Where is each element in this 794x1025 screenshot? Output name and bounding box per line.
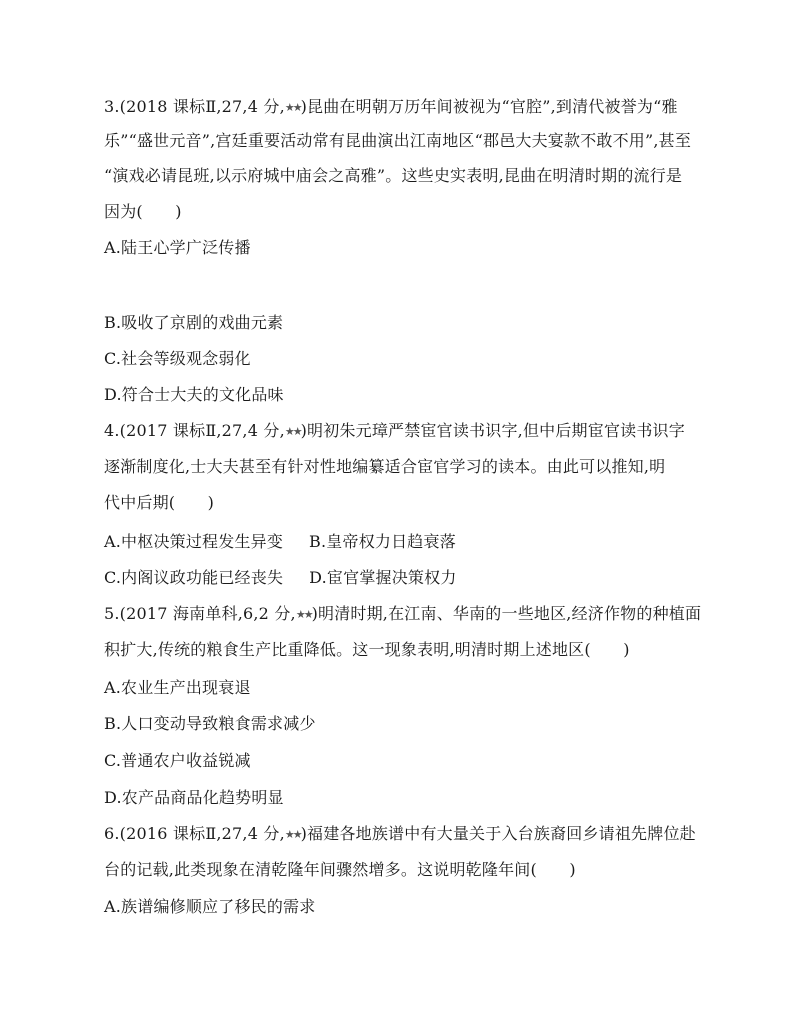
- q5-stem-start: )明清时期,在江南、华南的一些地区,经济作物的种植面: [311, 604, 702, 623]
- q5-option-b: B.人口变动导致粮食需求减少: [104, 714, 316, 733]
- q4-options-cd: [104, 567, 457, 589]
- difficulty-star-icon: ★★: [295, 608, 312, 621]
- q3-option-a: A.陆王心学广泛传播: [104, 238, 251, 257]
- q3-source: 3.(2018 课标Ⅱ,27,4 分,: [104, 97, 285, 116]
- q5-option-a: A.农业生产出现衰退: [104, 678, 251, 697]
- q5-source: 5.(2017 海南单科,6,2 分,: [104, 604, 296, 623]
- q5-line-1: [104, 603, 701, 626]
- q3-line-1: [104, 96, 678, 119]
- q3-line-2: 乐”“盛世元音”,宫廷重要活动常有昆曲演出江南地区“郡邑大夫宴款不敢不用”,甚至: [104, 131, 692, 150]
- difficulty-star-icon: ★★: [284, 828, 301, 841]
- q5-option-c: C.普通农户收益锐减: [104, 751, 251, 770]
- q5-option-d: D.农产品商品化趋势明显: [104, 788, 284, 807]
- q3-line-4: 因为( ): [104, 202, 182, 221]
- q6-option-a: A.族谱编修顺应了移民的需求: [104, 897, 316, 916]
- q4-source: 4.(2017 课标Ⅱ,27,4 分,: [104, 421, 285, 440]
- q6-stem-start: )福建各地族谱中有大量关于入台族裔回乡请祖先牌位赴: [300, 824, 696, 843]
- q3-option-b: B.吸收了京剧的戏曲元素: [104, 313, 284, 332]
- q4-stem-start: )明初朱元璋严禁宦官读书识字,但中后期宦官读书识字: [300, 421, 685, 440]
- difficulty-star-icon: ★★: [284, 425, 301, 438]
- q4-option-d: D.宦官掌握决策权力: [309, 568, 457, 587]
- q4-line-1: [104, 420, 685, 443]
- q5-line-2: 积扩大,传统的粮食生产比重降低。这一现象表明,明清时期上述地区( ): [104, 640, 630, 659]
- q3-line-3: “演戏必请昆班,以示府城中庙会之高雅”。这些史实表明,昆曲在明清时期的流行是: [104, 166, 683, 185]
- difficulty-star-icon: ★★: [284, 101, 301, 114]
- q4-line-3: 代中后期( ): [104, 493, 215, 512]
- q6-line-2: 台的记载,此类现象在清乾隆年间骤然增多。这说明乾隆年间( ): [104, 860, 576, 879]
- q4-line-2: 逐渐制度化,士大夫甚至有针对性地编纂适合宦官学习的读本。由此可以推知,明: [104, 457, 666, 476]
- q4-options-ab: [104, 531, 456, 553]
- q3-option-d: D.符合士大夫的文化品味: [104, 385, 284, 404]
- q4-option-c: C.内阁议政功能已经丧失: [104, 568, 284, 587]
- q4-option-a: A.中枢决策过程发生异变: [104, 532, 284, 551]
- q3-stem-start: )昆曲在明朝万历年间被视为“官腔”,到清代被誉为“雅: [300, 97, 678, 116]
- q6-source: 6.(2016 课标Ⅱ,27,4 分,: [104, 824, 285, 843]
- q3-option-c: C.社会等级观念弱化: [104, 349, 251, 368]
- q4-option-b: B.皇帝权力日趋衰落: [309, 532, 456, 551]
- q6-line-1: [104, 823, 696, 846]
